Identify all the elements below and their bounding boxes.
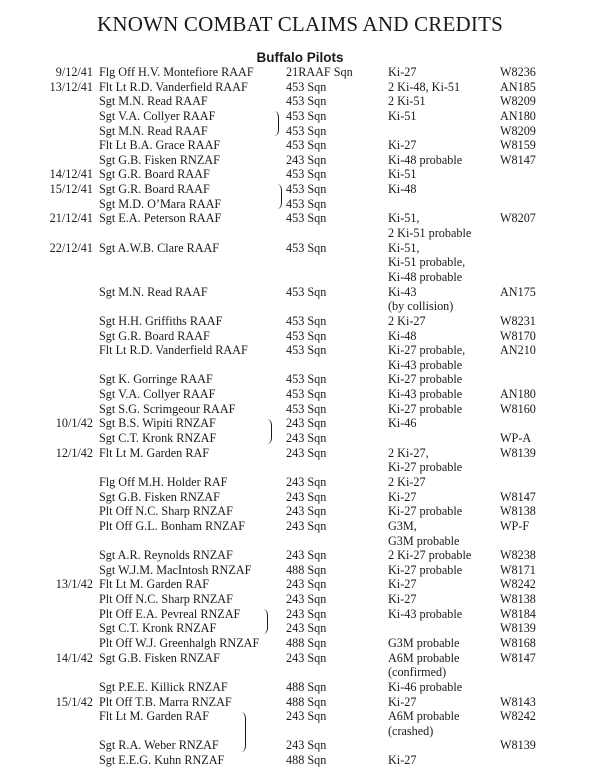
table-row [0, 738, 600, 753]
table-row [0, 446, 600, 461]
claim-cell: Ki-27 [388, 577, 417, 592]
table-row [0, 695, 600, 710]
table-row [0, 475, 600, 490]
unit-cell: 453 Sqn [286, 284, 327, 299]
date-cell: 15/12/41 [49, 182, 93, 197]
unit-cell: 243 Sqn [286, 621, 327, 636]
pilot-cell: Flt Lt R.D. Vanderfield RAAF [99, 79, 248, 94]
claim-cell: Ki-48 [388, 182, 417, 197]
claim-cell: Ki-51, [388, 240, 420, 255]
table-row [0, 563, 600, 578]
claim-cell: 2 Ki-27, [388, 445, 429, 460]
unit-cell: 453 Sqn [286, 328, 327, 343]
table-row [0, 402, 600, 417]
pilot-cell: Sgt V.A. Collyer RAAF [99, 387, 216, 402]
claim-cell: Ki-27 probable, [388, 343, 466, 358]
unit-cell: 453 Sqn [286, 108, 327, 123]
claim-cell: 2 Ki-48, Ki-51 [388, 79, 461, 94]
serial-cell: W8170 [500, 328, 536, 343]
claim-cell: (by collision) [388, 299, 454, 314]
pilot-cell: Plt Off G.L. Bonham RNZAF [99, 518, 246, 533]
pilot-cell: Flt Lt M. Garden RAF [99, 445, 210, 460]
table-row [0, 592, 600, 607]
pilot-cell: Flt Lt M. Garden RAF [99, 709, 210, 724]
claim-cell: Ki-51 [388, 108, 417, 123]
pilot-cell: Sgt C.T. Kronk RNZAF [99, 431, 217, 446]
claim-cell: Ki-27 probable [388, 504, 463, 519]
pilot-cell: Sgt M.N. Read RAAF [99, 94, 208, 109]
pilot-cell: Sgt R.A. Weber RNZAF [99, 738, 219, 753]
table-row [0, 211, 600, 226]
table-row [0, 753, 600, 768]
serial-cell: W8139 [500, 445, 536, 460]
unit-cell: 488 Sqn [286, 635, 327, 650]
unit-cell: 243 Sqn [286, 606, 327, 621]
pilot-cell: Sgt B.S. Wipiti RNZAF [99, 416, 216, 431]
serial-cell: W8171 [500, 562, 536, 577]
grouping-brace [266, 419, 272, 444]
date-cell: 21/12/41 [49, 211, 93, 226]
unit-cell: 488 Sqn [286, 694, 327, 709]
table-row [0, 651, 600, 666]
date-cell: 12/1/42 [55, 445, 93, 460]
pilot-cell: Sgt H.H. Griffiths RAAF [99, 313, 223, 328]
claim-cell: Ki-46 [388, 416, 417, 431]
claim-cell: Ki-27 probable [388, 562, 463, 577]
table-row [0, 167, 600, 182]
unit-cell: 453 Sqn [286, 123, 327, 138]
unit-cell: 243 Sqn [286, 152, 327, 167]
table-row [0, 255, 600, 270]
claim-cell: 2 Ki-27 [388, 313, 426, 328]
date-cell: 22/12/41 [49, 240, 93, 255]
claim-cell: Ki-27 probable [388, 401, 463, 416]
unit-cell: 488 Sqn [286, 679, 327, 694]
claim-cell: G3M, [388, 518, 417, 533]
pilot-cell: Sgt G.R. Board RAAF [99, 328, 210, 343]
grouping-brace [276, 184, 282, 209]
pilot-cell: Sgt C.T. Kronk RNZAF [99, 621, 217, 636]
serial-cell: W8242 [500, 709, 536, 724]
claim-cell: Ki-27 [388, 753, 417, 768]
unit-cell: 243 Sqn [286, 445, 327, 460]
table-row [0, 299, 600, 314]
table-row [0, 124, 600, 139]
grouping-brace [273, 111, 279, 136]
claim-cell: Ki-27 [388, 592, 417, 607]
claim-cell: 2 Ki-27 [388, 474, 426, 489]
unit-cell: 243 Sqn [286, 650, 327, 665]
claim-cell: Ki-48 probable [388, 269, 463, 284]
claim-cell: Ki-27 [388, 489, 417, 504]
unit-cell: 453 Sqn [286, 387, 327, 402]
unit-cell: 453 Sqn [286, 372, 327, 387]
pilot-cell: Sgt E.E.G. Kuhn RNZAF [99, 753, 225, 768]
serial-cell: W8159 [500, 138, 536, 153]
grouping-brace [240, 712, 246, 752]
pilot-cell: Sgt G.R. Board RAAF [99, 182, 210, 197]
unit-cell: 243 Sqn [286, 489, 327, 504]
table-row [0, 197, 600, 212]
serial-cell: W8184 [500, 606, 536, 621]
claim-cell: G3M probable [388, 533, 460, 548]
table-row [0, 416, 600, 431]
table-row [0, 607, 600, 622]
unit-cell: 243 Sqn [286, 518, 327, 533]
serial-cell: WP-A [500, 431, 532, 446]
table-row [0, 226, 600, 241]
serial-cell: AN185 [500, 79, 536, 94]
pilot-cell: Plt Off E.A. Pevreal RNZAF [99, 606, 241, 621]
grouping-brace [262, 609, 268, 634]
table-row [0, 534, 600, 549]
unit-cell: 453 Sqn [286, 240, 327, 255]
claim-cell: A6M probable [388, 650, 460, 665]
unit-cell: 243 Sqn [286, 709, 327, 724]
pilot-cell: Sgt G.B. Fisken RNZAF [99, 489, 220, 504]
table-row [0, 182, 600, 197]
serial-cell: AN210 [500, 343, 536, 358]
unit-cell: 488 Sqn [286, 753, 327, 768]
table-row [0, 138, 600, 153]
table-row [0, 372, 600, 387]
unit-cell: 243 Sqn [286, 577, 327, 592]
table-row [0, 665, 600, 680]
serial-cell: W8209 [500, 123, 536, 138]
unit-cell: 453 Sqn [286, 167, 327, 182]
date-cell: 13/1/42 [55, 577, 93, 592]
table-row [0, 314, 600, 329]
claim-cell: Ki-43 probable [388, 357, 463, 372]
serial-cell: W8147 [500, 489, 536, 504]
claim-cell: Ki-48 [388, 328, 417, 343]
pilot-cell: Plt Off N.C. Sharp RNZAF [99, 504, 233, 519]
unit-cell: 453 Sqn [286, 313, 327, 328]
unit-cell: 453 Sqn [286, 138, 327, 153]
unit-cell: 453 Sqn [286, 196, 327, 211]
table-row [0, 329, 600, 344]
table-row [0, 65, 600, 80]
serial-cell: W8209 [500, 94, 536, 109]
claim-cell: Ki-27 probable [388, 372, 463, 387]
claim-cell: Ki-43 [388, 284, 417, 299]
table-row [0, 94, 600, 109]
pilot-cell: Plt Off T.B. Marra RNZAF [99, 694, 232, 709]
pilot-cell: Flg Off H.V. Montefiore RAAF [99, 65, 254, 79]
unit-cell: 243 Sqn [286, 474, 327, 489]
claim-cell: Ki-27 [388, 694, 417, 709]
serial-cell: WP-F [500, 518, 530, 533]
table-row [0, 680, 600, 695]
table-row [0, 343, 600, 358]
table-row [0, 519, 600, 534]
table-row [0, 270, 600, 285]
serial-cell: W8143 [500, 694, 536, 709]
pilot-cell: Flt Lt M. Garden RAF [99, 577, 210, 592]
pilot-cell: Sgt K. Gorringe RAAF [99, 372, 213, 387]
unit-cell: 243 Sqn [286, 738, 327, 753]
serial-cell: W8168 [500, 635, 536, 650]
table-row [0, 504, 600, 519]
serial-cell: AN180 [500, 387, 536, 402]
serial-cell: W8139 [500, 621, 536, 636]
pilot-cell: Sgt M.N. Read RAAF [99, 123, 208, 138]
section-heading: Buffalo Pilots [256, 50, 344, 65]
pilot-cell: Sgt V.A. Collyer RAAF [99, 108, 216, 123]
claim-cell: Ki-27 probable [388, 460, 463, 475]
pilot-cell: Plt Off N.C. Sharp RNZAF [99, 592, 233, 607]
table-row [0, 80, 600, 95]
table-row [0, 577, 600, 592]
serial-cell: W8138 [500, 504, 536, 519]
pilot-cell: Sgt G.B. Fisken RNZAF [99, 650, 220, 665]
pilot-cell: Sgt G.B. Fisken RNZAF [99, 152, 220, 167]
page-title: KNOWN COMBAT CLAIMS AND CREDITS [96, 12, 503, 36]
claim-cell: Ki-51, [388, 211, 420, 226]
pilot-cell: Sgt S.G. Scrimgeour RAAF [99, 401, 236, 416]
table-row [0, 724, 600, 739]
claim-cell: Ki-27 [388, 138, 417, 153]
pilot-cell: Flg Off M.H. Holder RAF [99, 474, 228, 489]
pilot-cell: Flt Lt B.A. Grace RAAF [99, 138, 221, 153]
date-cell: 15/1/42 [55, 694, 93, 709]
serial-cell: W8138 [500, 592, 536, 607]
claim-cell: A6M probable [388, 709, 460, 724]
table-row [0, 387, 600, 402]
claim-cell: Ki-43 probable [388, 606, 463, 621]
unit-cell: 21RAAF Sqn [286, 65, 353, 79]
serial-cell: W8231 [500, 313, 536, 328]
table-row [0, 109, 600, 124]
claim-cell: 2 Ki-27 probable [388, 548, 472, 563]
claim-cell: Ki-27 [388, 65, 417, 79]
unit-cell: 243 Sqn [286, 416, 327, 431]
claims-table [0, 65, 600, 768]
date-cell: 10/1/42 [55, 416, 93, 431]
pilot-cell: Sgt W.J.M. MacIntosh RNZAF [99, 562, 252, 577]
pilot-cell: Sgt A.W.B. Clare RAAF [99, 240, 220, 255]
table-row [0, 285, 600, 300]
pilot-cell: Sgt E.A. Peterson RAAF [99, 211, 222, 226]
claim-cell: Ki-51 [388, 167, 417, 182]
unit-cell: 453 Sqn [286, 401, 327, 416]
serial-cell: AN180 [500, 108, 536, 123]
serial-cell: W8147 [500, 650, 536, 665]
pilot-cell: Sgt A.R. Reynolds RNZAF [99, 548, 233, 563]
claim-cell: (crashed) [388, 723, 434, 738]
unit-cell: 453 Sqn [286, 182, 327, 197]
claim-cell: Ki-46 probable [388, 679, 463, 694]
pilot-cell: Plt Off W.J. Greenhalgh RNZAF [99, 635, 260, 650]
date-cell: 14/1/42 [55, 650, 93, 665]
unit-cell: 453 Sqn [286, 79, 327, 94]
unit-cell: 453 Sqn [286, 94, 327, 109]
unit-cell: 488 Sqn [286, 562, 327, 577]
serial-cell: W8236 [500, 65, 536, 79]
unit-cell: 243 Sqn [286, 431, 327, 446]
serial-cell: AN175 [500, 284, 536, 299]
table-row [0, 490, 600, 505]
serial-cell: W8139 [500, 738, 536, 753]
unit-cell: 243 Sqn [286, 548, 327, 563]
table-row [0, 153, 600, 168]
unit-cell: 243 Sqn [286, 592, 327, 607]
table-row [0, 621, 600, 636]
pilot-cell: Sgt M.D. O’Mara RAAF [99, 196, 222, 211]
pilot-cell: Sgt M.N. Read RAAF [99, 284, 208, 299]
serial-cell: W8242 [500, 577, 536, 592]
table-row [0, 709, 600, 724]
table-row [0, 431, 600, 446]
serial-cell: W8207 [500, 211, 536, 226]
table-row [0, 460, 600, 475]
date-cell: 9/12/41 [55, 65, 93, 79]
date-cell: 13/12/41 [49, 79, 93, 94]
serial-cell: W8160 [500, 401, 536, 416]
serial-cell: W8238 [500, 548, 536, 563]
unit-cell: 243 Sqn [286, 504, 327, 519]
claim-cell: Ki-51 probable, [388, 255, 466, 270]
pilot-cell: Sgt P.E.E. Killick RNZAF [99, 679, 228, 694]
pilot-cell: Flt Lt R.D. Vanderfield RAAF [99, 343, 248, 358]
table-row [0, 636, 600, 651]
pilot-cell: Sgt G.R. Board RAAF [99, 167, 210, 182]
claim-cell: Ki-43 probable [388, 387, 463, 402]
unit-cell: 453 Sqn [286, 211, 327, 226]
claim-cell: 2 Ki-51 [388, 94, 426, 109]
table-row [0, 241, 600, 256]
claim-cell: 2 Ki-51 probable [388, 226, 472, 241]
unit-cell: 453 Sqn [286, 343, 327, 358]
table-row [0, 358, 600, 373]
claim-cell: G3M probable [388, 635, 460, 650]
table-row [0, 548, 600, 563]
claim-cell: (confirmed) [388, 665, 447, 680]
claim-cell: Ki-48 probable [388, 152, 463, 167]
date-cell: 14/12/41 [49, 167, 93, 182]
serial-cell: W8147 [500, 152, 536, 167]
